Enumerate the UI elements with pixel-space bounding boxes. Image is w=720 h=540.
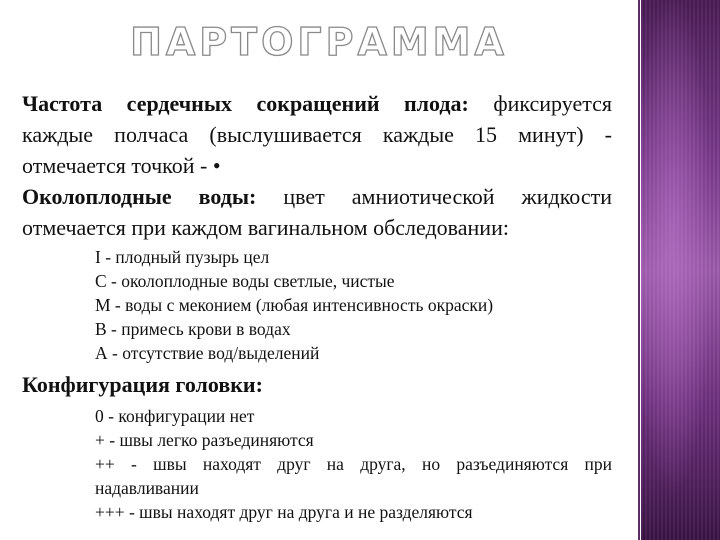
list-item: +++ - швы находят друг на друга и не разделяются (95, 502, 473, 522)
list-item: ++ - швы находят друг на друга, но разъединяются при надавливании (95, 454, 612, 498)
moulding-codes-list (95, 404, 612, 524)
slide-title: ПАРТОГРАММА (130, 20, 508, 64)
slide-body (22, 88, 612, 524)
list-item: М - воды с меконием (любая интенсивность окраски) (95, 295, 494, 315)
list-item: + - швы легко разъединяются (95, 430, 314, 450)
list-item: С - околоплодные воды светлые, чистые (95, 271, 395, 291)
fhr-label: Частота сердечных сокращений плода: (22, 91, 469, 116)
fhr-text: фиксируется каждые полчаса (выслушивается каждые 15 минут) - отмечается точкой - • (22, 91, 612, 178)
fluid-codes-list (95, 245, 612, 365)
list-item: 0 - конфигурации нет (95, 406, 255, 426)
list-item: В - примесь крови в водах (95, 319, 291, 339)
fluid-text: цвет амниотической жидкости отмечается при каждом вагинальном обследовании: (22, 184, 612, 240)
list-item: А - отсутствие вод/выделений (95, 343, 320, 363)
decorative-divider (638, 0, 640, 540)
moulding-heading: Конфигурация головки: (22, 372, 263, 397)
fluid-label: Околоплодные воды: (22, 184, 257, 209)
fhr-paragraph (22, 88, 612, 181)
list-item: I - плодный пузырь цел (95, 247, 270, 267)
decorative-side-band (641, 0, 720, 540)
fluid-paragraph (22, 181, 612, 243)
